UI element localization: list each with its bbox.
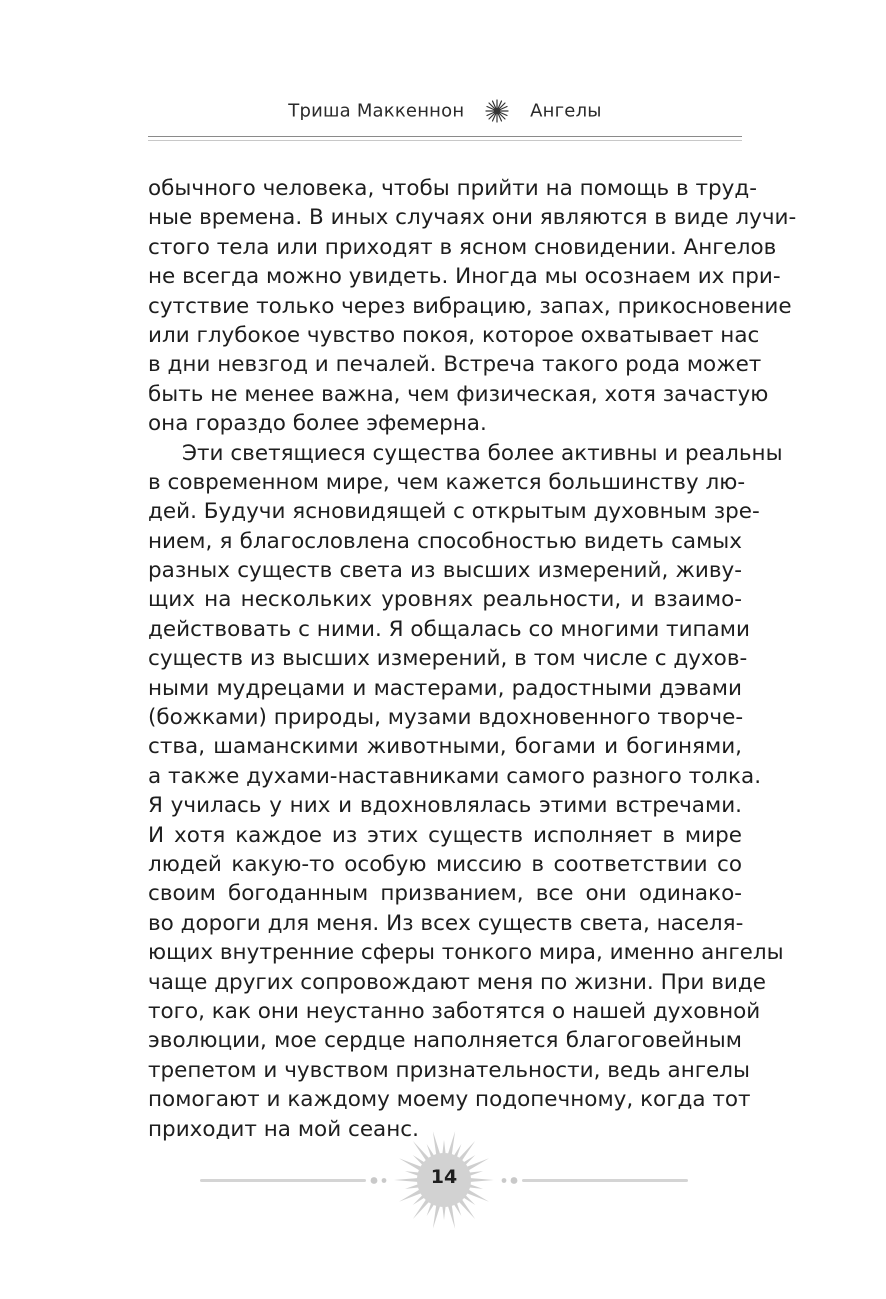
text-line: существ из высших измерений, в том числе с духов- [148, 646, 748, 672]
text-line: а также духами-наставниками самого разного толка. [148, 763, 762, 789]
text-line: разных существ света из высших измерений, живу- [148, 558, 742, 584]
header-title: Ангелы [530, 100, 602, 122]
text-line: трепетом и чувством признательности, ведь ангелы [148, 1057, 750, 1083]
text-line: во дороги для меня. Из всех существ света, населя- [148, 910, 744, 936]
text-line: действовать с ними. Я общалась со многими типами [148, 616, 750, 642]
page-number: 14 [430, 1166, 458, 1188]
text-line: Эти светящиеся существа более активны и реальны [182, 440, 783, 466]
sunburst-ray [447, 1203, 455, 1229]
text-line: не всегда можно увидеть. Иногда мы осознаем их при- [148, 264, 781, 290]
paragraph [148, 439, 784, 1144]
text-line: она гораздо более эфемерна. [148, 411, 487, 437]
text-line: ющих внутренние сферы тонкого мира, именно ангелы [148, 940, 784, 966]
sunburst-ray [447, 1131, 455, 1157]
text-line: в современном мире, чем кажется большинству лю- [148, 469, 746, 495]
text-line: ные времена. В иных случаях они являются в виде лучи- [148, 205, 797, 231]
text-line: щих на нескольких уровнях реальности, и взаимо- [148, 587, 742, 613]
text-line: того, как они неустанно заботятся о нашей духовной [148, 998, 761, 1024]
text-line: (божками) природы, музами вдохновенного творче- [148, 705, 744, 731]
text-line: приходит на мой сеанс. [148, 1116, 419, 1142]
text-line: быть не менее важна, чем физическая, хотя зачастую [148, 381, 769, 407]
paragraph [148, 174, 797, 439]
header-rule-thin [148, 140, 742, 141]
text-line: ными мудрецами и мастерами, радостными дэвами [148, 675, 742, 701]
text-line: нием, я благословлена способностью видеть самых [148, 528, 742, 554]
star-burst-icon [484, 98, 510, 124]
header-rule [148, 136, 742, 137]
text-line: Я училась у них и вдохновлялась этими встречами. [148, 793, 742, 819]
body-text [148, 174, 797, 1144]
text-line: людей какую-то особую миссию в соответствии со [148, 851, 742, 877]
text-line: сутствие только через вибрацию, запах, прикосновение [148, 293, 792, 319]
text-line: в дни невзгод и печалей. Встреча такого рода может [148, 352, 762, 378]
sunburst-ray [433, 1131, 441, 1157]
text-line: или глубокое чувство покоя, которое охватывает нас [148, 322, 760, 348]
text-line: чаще других сопровождают меня по жизни. При виде [148, 969, 766, 995]
text-line: помогают и каждому моему подопечному, когда тот [148, 1087, 751, 1113]
text-line: эволюции, мое сердце наполняется благоговейным [148, 1028, 742, 1054]
text-line: дей. Будучи ясновидящей с открытым духовным зре- [148, 499, 760, 525]
text-line: своим богоданным призванием, все они одинако- [148, 881, 742, 907]
header-author: Триша Маккеннон [288, 100, 465, 122]
text-line: ства, шаманскими животными, богами и богинями, [148, 734, 742, 760]
sunburst-ray [433, 1203, 441, 1229]
text-line: стого тела или приходят в ясном сновидении. Ангелов [148, 234, 777, 260]
page-footer [196, 1130, 692, 1230]
running-header [148, 98, 742, 132]
text-line: обычного человека, чтобы прийти на помощь в труд- [148, 176, 758, 201]
text-line: И хотя каждое из этих существ исполняет в мире [148, 822, 742, 848]
